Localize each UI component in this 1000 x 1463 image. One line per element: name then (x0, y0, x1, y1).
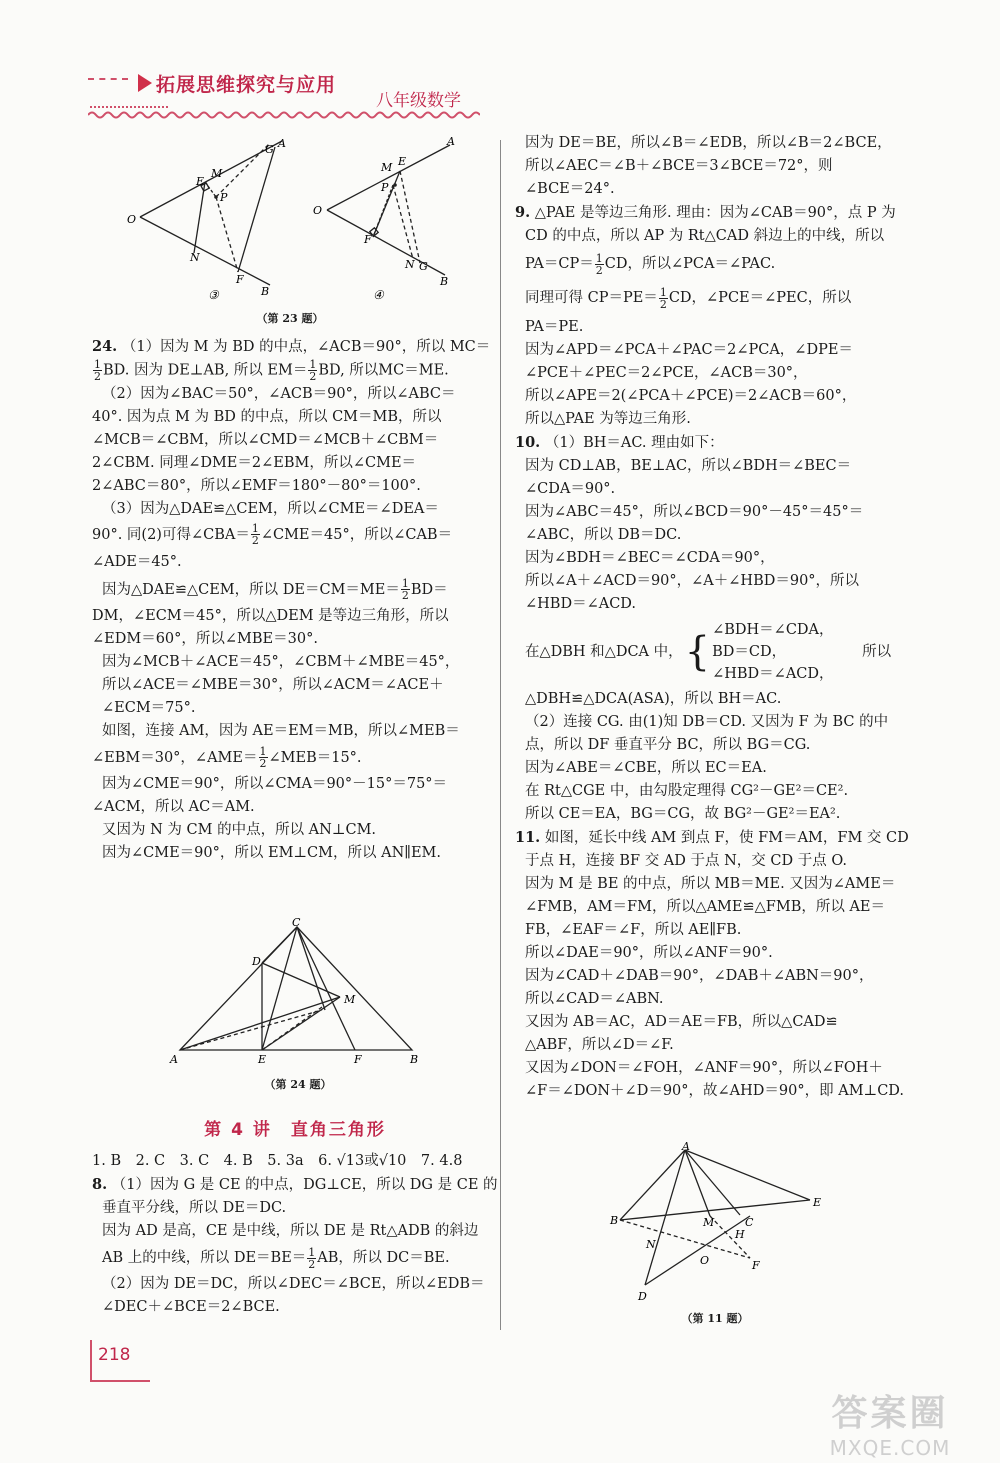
q11-line-2: 于点 H，连接 BF 交 AD 于点 N，交 CD 于点 O. (525, 853, 847, 869)
fig11-label-d: D (638, 1290, 647, 1303)
section-title: 第 4 讲 直角三角形 (204, 1120, 386, 1140)
q8-cont-line-2: 所以∠AEC＝∠B＋∠BCE＝3∠BCE＝72°，则 (525, 158, 833, 174)
fraction-half: $\frac{1}{2}$ (401, 577, 409, 602)
fig23-4-label-e: E (398, 155, 407, 168)
fraction-half: $\frac{1}{2}$ (251, 522, 259, 547)
fig23-4-number: ④ (373, 288, 384, 302)
fig23-4-label-g: G (419, 260, 428, 273)
q24-line-4: 40°. 因为点 M 为 BD 的中点，所以 CM＝MB，所以 (92, 408, 442, 425)
fig23-3-label-m: M (211, 167, 223, 180)
q10-line-10: （2）连接 CG. 由(1)知 DB＝CD. 又因为 F 为 BC 的中 (525, 714, 889, 730)
q10-line-6: 因为∠BDH＝∠BEC＝∠CDA＝90°， (525, 550, 775, 566)
q24-line-10: ∠ADE＝45°. (92, 553, 182, 570)
q8-line-1: 8. （1）因为 G 是 CE 的中点，DG⊥CE，所以 DG 是 CE 的 (92, 1176, 498, 1193)
figure-11-caption: （第 11 题） (681, 1312, 749, 1325)
q10-equation-system: 在△DBH 和△DCA 中， { ∠BDH＝∠CDA， BD＝CD， ∠HBD＝∠ACD， 所以 (515, 616, 915, 688)
fig23-3-label-f: F (236, 273, 244, 286)
fig24-label-f: F (354, 1053, 362, 1066)
figure-23-4 (305, 135, 475, 305)
q10-line-8: ∠HBD＝∠ACD. (525, 596, 637, 612)
q24-line-7: 2∠ABC＝80°，所以∠EMF＝180°－80°＝100°. (92, 477, 421, 494)
q24-line-15: 所以∠ACE＝∠MBE＝30°，所以∠ACM＝∠ACE＋ (102, 676, 444, 693)
figure-23-3 (120, 135, 290, 305)
header-dash-decoration (88, 78, 128, 80)
fig23-3-label-o: O (127, 213, 137, 226)
fig11-label-m: M (703, 1216, 715, 1229)
q24-line-6: 2∠CBM. 同理∠DME＝2∠EBM，所以∠CME＝ (92, 454, 417, 471)
grade-label: 八年级数学 (376, 91, 461, 111)
q24-number: 24. (92, 338, 118, 355)
fig11-label-n: N (646, 1238, 656, 1251)
q10-line-12: 因为∠ABE＝∠CBE，所以 EC＝EA. (525, 760, 767, 776)
page-number-underline (92, 1380, 150, 1382)
q9-line-2: CD 的中点，所以 AP 为 Rt△CAD 斜边上的中线，所以 (525, 228, 885, 244)
fig23-4-label-m: M (381, 161, 393, 174)
watermark-logo-text: 答案圈 (831, 1393, 949, 1434)
figure-24-caption: （第 24 题） (264, 1078, 332, 1091)
q24-line-16: ∠ECM＝75°. (102, 699, 196, 716)
q11-line-3: 因为 M 是 BE 的中点，所以 MB＝ME. 又因为∠AME＝ (525, 876, 896, 892)
q8-cont-line-1: 因为 DE＝BE，所以∠B＝∠EDB，所以∠B＝2∠BCE， (525, 135, 892, 151)
page-number: 218 (98, 1345, 131, 1365)
header-arrow-icon (138, 74, 152, 92)
q24-line-5: ∠MCB＝∠CBM，所以∠CMD＝∠MCB＋∠CBM＝ (92, 431, 439, 448)
q24-line-2: $\frac{1}{2}$ BD. 因为 DE⊥AB, 所以 EM＝ $\frac{1}{2}$ BD, 所以MC＝ME. (94, 358, 449, 383)
q8-line-4: AB 上的中线，所以 DE＝BE＝ $\frac{1}{2}$ AB，所以 DC＝BE. (102, 1245, 450, 1271)
fraction-half: $\frac{1}{2}$ (259, 745, 267, 770)
q9-number: 9. (515, 204, 531, 221)
q24-line-13: ∠EDM＝60°，所以∠MBE＝30°. (92, 630, 318, 647)
fig23-4-label-o: O (313, 204, 323, 217)
q9-line-6: 因为∠APD＝∠PCA＋∠PAC＝2∠PCA，∠DPE＝ (525, 342, 853, 358)
q9-line-5: PA＝PE. (525, 319, 584, 335)
q24-line-18: ∠EBM＝30°，∠AME＝ $\frac{1}{2}$ ∠MEB＝15°. (92, 745, 362, 770)
q10-line-13: 在 Rt△CGE 中，由勾股定理得 CG²－GE²＝CE². (525, 783, 849, 799)
fig24-label-e: E (258, 1053, 267, 1066)
system-line-2: BD＝CD， (712, 644, 787, 660)
q8-line-5: （2）因为 DE＝DC，所以∠DEC＝∠BCE，所以∠EDB＝ (102, 1276, 485, 1292)
fig11-label-a: A (682, 1140, 690, 1153)
q8-number: 8. (92, 1176, 108, 1193)
q8-cont-line-3: ∠BCE＝24°. (525, 181, 615, 197)
system-line-1: ∠BDH＝∠CDA， (712, 622, 834, 638)
fig23-3-label-e: E (196, 175, 205, 188)
fig23-3-label-a: A (278, 137, 286, 150)
q24-line-11: 因为△DAE≌△CEM，所以 DE＝CM＝ME＝ $\frac{1}{2}$ BD＝ (102, 577, 448, 602)
q24-line-19: 因为∠CME＝90°，所以∠CMA＝90°－15°＝75°＝ (102, 775, 448, 792)
figure-24 (162, 915, 432, 1075)
fig23-4-label-b: B (440, 275, 449, 288)
fig23-3-number: ③ (208, 288, 219, 302)
fraction-half: $\frac{1}{2}$ (659, 285, 667, 311)
fig23-3-label-p: P (220, 191, 228, 204)
fraction-half: $\frac{1}{2}$ (308, 1245, 316, 1271)
watermark-url: MXQE.COM (829, 1436, 951, 1460)
fig11-label-h: H (735, 1228, 745, 1241)
q9-line-9: 所以△PAE 为等边三角形. (525, 411, 691, 427)
q11-line-5: FB，∠EAF＝∠F，所以 AE∥FB. (525, 922, 742, 938)
q11-line-12: ∠F＝∠DON＋∠D＝90°，故∠AHD＝90°，即 AM⊥CD. (525, 1083, 905, 1099)
q24-line-17: 如图，连接 AM，因为 AE＝EM＝MB，所以∠MEB＝ (102, 722, 460, 739)
fig23-3-label-n: N (190, 251, 200, 264)
fraction-half: $\frac{1}{2}$ (309, 358, 317, 383)
q10-line-9: △DBH≌△DCA(ASA)，所以 BH＝AC. (525, 691, 782, 707)
fig24-label-d: D (252, 955, 261, 968)
left-column-q24 (92, 335, 492, 865)
fig24-label-c: C (292, 916, 301, 929)
right-column (515, 132, 915, 1103)
q10-line-7: 所以∠A＋∠ACD＝90°，∠A＋∠HBD＝90°，所以 (525, 573, 860, 589)
fig11-label-o: O (700, 1254, 710, 1267)
fig23-3-label-g: G (265, 143, 274, 156)
q11-line-7: 因为∠CAD＋∠DAB＝90°，∠DAB＋∠ABN＝90°， (525, 968, 874, 984)
q9-line-8: 所以∠APE＝2(∠PCA＋∠PCE)＝2∠ACB＝60°， (525, 388, 857, 404)
fig23-4-label-p: P (381, 181, 389, 194)
q10-line-14: 所以 CE＝EA，BG＝CG，故 BG²－GE²＝EA². (525, 806, 841, 822)
page-header (88, 70, 488, 130)
figure-11 (600, 1140, 830, 1310)
q11-line-6: 所以∠DAE＝90°，所以∠ANF＝90°. (525, 945, 773, 961)
fig11-label-e: E (813, 1196, 822, 1209)
fig24-label-b: B (410, 1053, 419, 1066)
book-title: 拓展思维探究与应用 (156, 74, 337, 96)
fig11-label-f: F (752, 1259, 760, 1272)
q10-line-4: 因为∠ABC＝45°，所以∠BCD＝90°－45°＝45°＝ (525, 504, 864, 520)
q11-number: 11. (515, 829, 541, 846)
q24-line-3: （2）因为∠BAC＝50°，∠ACB＝90°，所以∠ABC＝ (102, 385, 456, 402)
q8-line-2: 垂直平分线，所以 DE＝DC. (102, 1200, 287, 1216)
fig11-label-c: C (745, 1216, 754, 1229)
q24-line-8: （3）因为△DAE≌△CEM，所以∠CME＝∠DEA＝ (102, 500, 439, 517)
q24-line-20: ∠ACM，所以 AC＝AM. (92, 798, 255, 815)
fraction-half: $\frac{1}{2}$ (94, 358, 101, 383)
q8-line-3: 因为 AD 是高，CE 是中线，所以 DE 是 Rt△ADB 的斜边 (102, 1223, 479, 1239)
q11-line-8: 所以∠CAD＝∠ABN. (525, 991, 664, 1007)
fig23-4-label-n: N (405, 258, 415, 271)
brace-icon: { (684, 629, 711, 675)
q24-line-14: 因为∠MCB＋∠ACE＝45°，∠CBM＋∠MBE＝45°， (102, 653, 460, 670)
q11-line-11: 又因为∠DON＝∠FOH，∠ANF＝90°，所以∠FOH＋ (525, 1060, 883, 1076)
q9-line-3: PA＝CP＝ $\frac{1}{2}$ CD，所以∠PCA＝∠PAC. (525, 251, 776, 277)
q10-number: 10. (515, 434, 541, 451)
left-column-q8 (92, 1150, 498, 1319)
page-number-bar (90, 1340, 92, 1382)
header-wave-decoration (88, 110, 480, 120)
q24-line-1: 24. （1）因为 M 为 BD 的中点，∠ACB＝90°，所以 MC＝ (92, 338, 491, 355)
system-line-3: ∠HBD＝∠ACD， (712, 666, 834, 682)
q11-line-4: ∠FMB，AM＝FM，所以△AME≌△FMB，所以 AE＝ (525, 899, 886, 915)
q24-line-22: 因为∠CME＝90°，所以 EM⊥CM，所以 AN∥EM. (102, 844, 442, 861)
q10-line-1: 10. （1）BH＝AC. 理由如下： (515, 434, 724, 451)
fig23-4-label-f: F (364, 233, 372, 246)
column-divider (500, 140, 501, 1330)
q11-line-10: △ABF，所以∠D＝∠F. (525, 1037, 674, 1053)
fraction-half: $\frac{1}{2}$ (595, 251, 603, 277)
q9-line-1: 9. △PAE 是等边三角形. 理由：因为∠CAB＝90°，点 P 为 (515, 204, 896, 221)
fig11-label-b: B (610, 1214, 619, 1227)
watermark (790, 1385, 990, 1460)
q24-line-12: DM，∠ECM＝45°，所以△DEM 是等边三角形，所以 (92, 607, 449, 624)
q24-line-21: 又因为 N 为 CM 的中点，所以 AN⊥CM. (102, 821, 377, 838)
fig24-label-m: M (344, 993, 356, 1006)
q10-line-11: 点，所以 DF 垂直平分 BC，所以 BG＝CG. (525, 737, 811, 753)
q24-line-9: 90°. 同(2)可得∠CBA＝ $\frac{1}{2}$ ∠CME＝45°，所以∠CAB＝ (92, 522, 453, 547)
q11-line-9: 又因为 AB＝AC，AD＝AE＝FB，所以△CAD≌ (525, 1014, 838, 1030)
q9-line-4: 同理可得 CP＝PE＝ $\frac{1}{2}$ CD，∠PCE＝∠PEC，所以 (525, 285, 852, 311)
q10-line-3: ∠CDA＝90°. (525, 481, 616, 497)
fig23-3-label-b: B (261, 285, 270, 298)
q11-line-1: 11. 如图，延长中线 AM 到点 F，使 FM＝AM，FM 交 CD (515, 829, 909, 846)
answers-1-7: 1. B 2. C 3. C 4. B 5. 3a 6. √13或√10 7. 4.8 (92, 1153, 463, 1169)
q10-line-5: ∠ABC，所以 DB＝DC. (525, 527, 682, 543)
q10-line-2: 因为 CD⊥AB，BE⊥AC，所以∠BDH＝∠BEC＝ (525, 458, 852, 474)
fig23-4-label-a: A (447, 135, 455, 148)
fig24-label-a: A (170, 1053, 178, 1066)
q8-line-6: ∠DEC＋∠BCE＝2∠BCE. (102, 1299, 280, 1315)
q9-line-7: ∠PCE＋∠PEC＝2∠PCE，∠ACB＝30°， (525, 365, 808, 381)
header-dot-decoration (90, 106, 168, 108)
figure-23-caption: （第 23 题） (256, 312, 324, 325)
